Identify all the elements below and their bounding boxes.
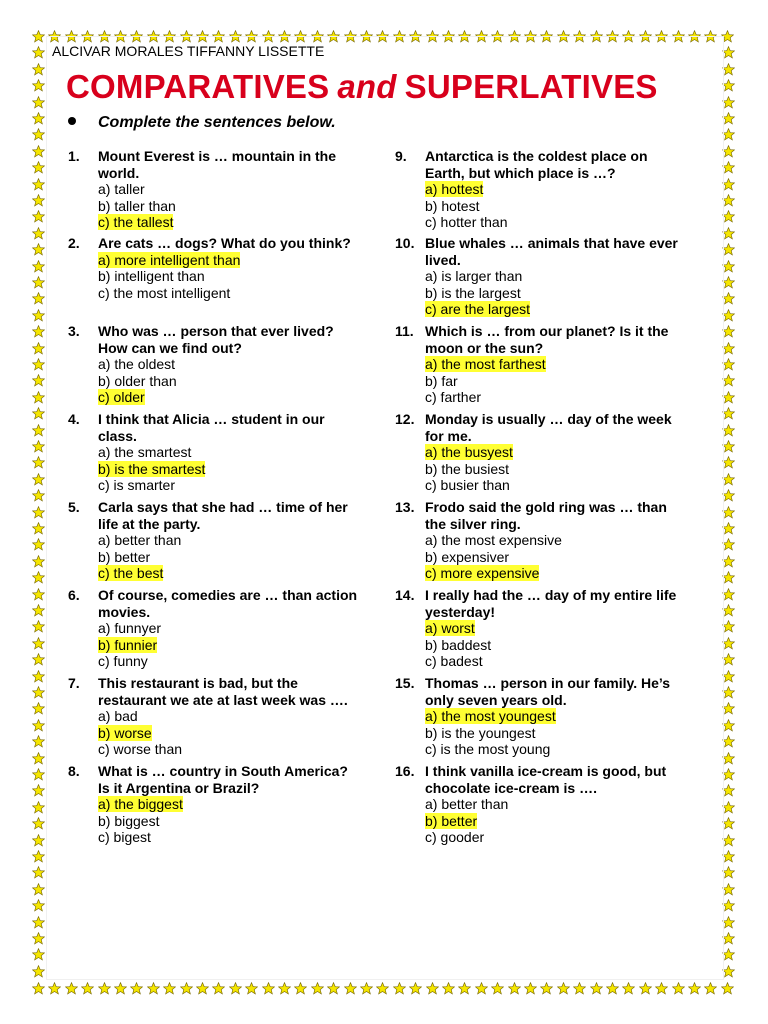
- star-icon: [688, 982, 701, 995]
- star-icon: [180, 982, 193, 995]
- question-number: 10.: [395, 235, 415, 251]
- answer-option: [425, 741, 685, 758]
- star-icon: [573, 982, 586, 995]
- star-icon: [32, 752, 45, 765]
- question-number: 5.: [68, 499, 80, 515]
- answer-option: [425, 444, 685, 461]
- star-icon: [212, 982, 225, 995]
- answer-option: [425, 637, 685, 654]
- question-stem: Monday is usually … day of the week for me.: [425, 411, 672, 444]
- question-number: 11.: [395, 323, 414, 339]
- star-icon: [32, 735, 45, 748]
- star-icon: [32, 948, 45, 961]
- star-icon: [409, 982, 422, 995]
- star-icon: [475, 982, 488, 995]
- question-item: [395, 411, 685, 494]
- star-icon: [262, 982, 275, 995]
- bullet-icon: [68, 117, 76, 125]
- answer-option: [98, 285, 358, 302]
- star-icon: [32, 63, 45, 76]
- answer-option: [425, 268, 685, 285]
- answer-option: [425, 389, 685, 406]
- answer-option: [425, 477, 685, 494]
- star-icon: [32, 325, 45, 338]
- question-stem: Mount Everest is … mountain in the world.: [98, 148, 337, 181]
- title-and: and: [337, 68, 397, 105]
- question-stem: I really had the … day of my entire life yesterday!: [425, 587, 677, 620]
- option-text: b) baddest: [425, 636, 492, 653]
- question-stem: Frodo said the gold ring was … than the silver ring.: [425, 499, 667, 532]
- star-icon: [32, 79, 45, 92]
- page-title: [66, 68, 658, 106]
- question-number: 14.: [395, 587, 415, 603]
- option-text: c) funny: [98, 653, 148, 669]
- answer-option: [425, 708, 685, 725]
- option-text: b) expensiver: [425, 548, 510, 565]
- star-icon: [32, 374, 45, 387]
- question-item: [395, 148, 685, 231]
- highlighted-answer: a) the most youngest: [425, 708, 556, 724]
- question-stem: Antarctica is the coldest place on Earth, but which place is …?: [425, 148, 648, 181]
- answer-option: [425, 796, 685, 813]
- answer-option: [98, 532, 358, 549]
- answer-option: [98, 356, 358, 373]
- question-stem: Carla says that she had … time of her life at the party.: [98, 499, 348, 532]
- star-icon: [32, 506, 45, 519]
- question-item: [68, 235, 358, 301]
- question-item: [395, 675, 685, 758]
- star-icon: [32, 982, 45, 995]
- star-icon: [32, 719, 45, 732]
- star-icon: [327, 982, 340, 995]
- star-icon: [32, 670, 45, 683]
- star-icon: [639, 982, 652, 995]
- question-stem: Which is … from our planet? Is it the moon or the sun?: [425, 323, 669, 356]
- star-icon: [32, 227, 45, 240]
- star-icon: [229, 982, 242, 995]
- option-text: b) intelligent than: [98, 268, 205, 284]
- star-icon: [32, 932, 45, 945]
- star-icon: [32, 801, 45, 814]
- option-text: c) gooder: [425, 829, 485, 845]
- answer-option: [425, 214, 685, 231]
- star-icon: [32, 588, 45, 601]
- star-icon: [147, 982, 160, 995]
- answer-option: [98, 620, 358, 637]
- star-icon: [557, 982, 570, 995]
- star-icon: [32, 128, 45, 141]
- instruction-text: Complete the sentences below.: [98, 114, 336, 131]
- option-text: a) the most expensive: [425, 532, 562, 548]
- star-icon: [32, 768, 45, 781]
- option-text: a) is larger than: [425, 268, 523, 284]
- question-item: [395, 235, 685, 318]
- option-text: a) the smartest: [98, 444, 192, 460]
- option-text: b) is the largest: [425, 284, 521, 301]
- star-icon: [360, 982, 373, 995]
- option-text: c) hotter than: [425, 214, 508, 230]
- star-icon: [32, 292, 45, 305]
- answer-option: [425, 181, 685, 198]
- option-text: c) worse than: [98, 741, 183, 757]
- star-icon: [294, 982, 307, 995]
- star-icon: [32, 489, 45, 502]
- highlighted-answer: a) worst: [425, 620, 475, 636]
- star-icon: [32, 391, 45, 404]
- question-item: [395, 499, 685, 582]
- option-text: c) is the most young: [425, 741, 551, 757]
- star-icon: [344, 982, 357, 995]
- star-icon: [32, 342, 45, 355]
- option-text: c) bigest: [98, 829, 151, 845]
- star-icon: [32, 112, 45, 125]
- star-icon: [32, 538, 45, 551]
- answer-option: [425, 725, 685, 742]
- star-icon: [32, 784, 45, 797]
- star-icon: [130, 982, 143, 995]
- answer-option: [98, 796, 358, 813]
- question-stem: I think vanilla ice-cream is good, but chocolate ice-cream is ….: [425, 763, 667, 796]
- instruction: [68, 114, 336, 132]
- question-stem: What is … country in South America? Is it Argentina or Brazil?: [98, 763, 348, 796]
- question-item: [395, 587, 685, 670]
- question-stem: Who was … person that ever lived? How can we find out?: [98, 323, 334, 356]
- question-number: 15.: [395, 675, 415, 691]
- question-number: 7.: [68, 675, 80, 691]
- question-stem: Thomas … person in our family. He’s only seven years old.: [425, 675, 671, 708]
- option-text: a) better than: [425, 796, 509, 812]
- answer-option: [98, 198, 358, 215]
- highlighted-answer: b) worse: [98, 724, 152, 741]
- star-icon: [524, 982, 537, 995]
- star-icon: [32, 883, 45, 896]
- question-number: 6.: [68, 587, 80, 603]
- star-icon: [32, 916, 45, 929]
- star-icon: [442, 982, 455, 995]
- option-text: c) badest: [425, 653, 483, 669]
- answer-option: [98, 252, 358, 269]
- answer-option: [425, 813, 685, 830]
- student-name: ALCIVAR MORALES TIFFANNY LISSETTE: [52, 43, 325, 59]
- question-number: 1.: [68, 148, 80, 164]
- question-item: [68, 148, 358, 231]
- star-icon: [32, 637, 45, 650]
- answer-option: [98, 565, 358, 582]
- answer-option: [425, 829, 685, 846]
- star-icon: [32, 309, 45, 322]
- question-item: [68, 763, 358, 846]
- star-icon: [32, 260, 45, 273]
- question-item: [395, 323, 685, 406]
- answer-option: [98, 373, 358, 390]
- star-icon: [311, 982, 324, 995]
- answer-option: [425, 565, 685, 582]
- answer-option: [425, 461, 685, 478]
- option-text: c) the most intelligent: [98, 284, 231, 301]
- highlighted-answer: c) the best: [98, 565, 164, 581]
- answer-option: [425, 373, 685, 390]
- star-icon: [672, 982, 685, 995]
- question-item: [68, 411, 358, 494]
- star-icon: [32, 686, 45, 699]
- star-icon: [32, 456, 45, 469]
- question-item: [68, 587, 358, 670]
- option-text: c) farther: [425, 389, 482, 405]
- star-icon: [32, 653, 45, 666]
- highlighted-answer: a) more intelligent than: [98, 251, 241, 268]
- answer-option: [98, 444, 358, 461]
- question-number: 13.: [395, 499, 415, 515]
- question-number: 8.: [68, 763, 80, 779]
- option-text: b) older than: [98, 372, 177, 389]
- question-stem: Are cats … dogs? What do you think?: [98, 235, 351, 251]
- answer-option: [425, 301, 685, 318]
- star-icon: [32, 276, 45, 289]
- highlighted-answer: a) the busyest: [425, 444, 513, 460]
- highlighted-answer: a) the biggest: [98, 796, 183, 812]
- star-icon: [32, 620, 45, 633]
- answer-option: [425, 620, 685, 637]
- answer-option: [425, 653, 685, 670]
- star-icon: [32, 604, 45, 617]
- answer-option: [98, 708, 358, 725]
- highlighted-answer: b) funnier: [98, 636, 158, 653]
- star-icon: [32, 834, 45, 847]
- highlighted-answer: b) better: [425, 812, 478, 829]
- star-icon: [163, 982, 176, 995]
- option-text: b) is the youngest: [425, 724, 536, 741]
- star-icon: [114, 982, 127, 995]
- star-icon: [32, 473, 45, 486]
- question-item: [68, 323, 358, 406]
- option-text: c) busier than: [425, 477, 510, 493]
- answer-option: [98, 181, 358, 198]
- option-text: b) biggest: [98, 812, 160, 829]
- star-icon: [32, 30, 45, 43]
- answer-option: [98, 461, 358, 478]
- star-icon: [32, 866, 45, 879]
- star-icon: [32, 440, 45, 453]
- answer-option: [98, 268, 358, 285]
- answer-option: [425, 356, 685, 373]
- highlighted-answer: a) hottest: [425, 181, 484, 197]
- star-icon: [721, 982, 734, 995]
- star-icon: [393, 982, 406, 995]
- star-icon: [540, 982, 553, 995]
- option-text: b) hotest: [425, 197, 480, 214]
- highlighted-answer: c) the tallest: [98, 214, 174, 230]
- star-icon: [426, 982, 439, 995]
- star-icon: [245, 982, 258, 995]
- star-icon: [278, 982, 291, 995]
- question-number: 4.: [68, 411, 80, 427]
- star-icon: [491, 982, 504, 995]
- answer-option: [98, 477, 358, 494]
- star-icon: [32, 96, 45, 109]
- answer-option: [425, 549, 685, 566]
- option-text: b) the busiest: [425, 460, 510, 477]
- question-item: [68, 499, 358, 582]
- highlighted-answer: a) the most farthest: [425, 356, 546, 372]
- star-icon: [196, 982, 209, 995]
- star-icon: [32, 850, 45, 863]
- highlighted-answer: c) older: [98, 389, 145, 405]
- question-stem: This restaurant is bad, but the restaurant we ate at last week was ….: [98, 675, 348, 708]
- star-icon: [65, 982, 78, 995]
- question-item: [395, 763, 685, 846]
- star-icon: [32, 571, 45, 584]
- star-icon: [32, 424, 45, 437]
- answer-option: [98, 741, 358, 758]
- option-text: b) far: [425, 372, 458, 389]
- question-number: 2.: [68, 235, 80, 251]
- question-stem: I think that Alicia … student in our class.: [98, 411, 325, 444]
- question-number: 16.: [395, 763, 415, 779]
- star-icon: [32, 965, 45, 978]
- star-icon: [98, 982, 111, 995]
- answer-option: [98, 653, 358, 670]
- answer-option: [425, 198, 685, 215]
- star-icon: [32, 243, 45, 256]
- answer-option: [425, 532, 685, 549]
- star-icon: [32, 210, 45, 223]
- answer-option: [425, 285, 685, 302]
- star-icon: [32, 161, 45, 174]
- answer-option: [98, 829, 358, 846]
- star-icon: [81, 982, 94, 995]
- option-text: a) bad: [98, 708, 138, 724]
- star-icon: [32, 817, 45, 830]
- star-icon: [32, 702, 45, 715]
- star-icon: [32, 555, 45, 568]
- star-icon: [508, 982, 521, 995]
- answer-option: [98, 725, 358, 742]
- title-part1: COMPARATIVES: [66, 68, 330, 105]
- star-icon: [655, 982, 668, 995]
- star-icon: [32, 46, 45, 59]
- question-number: 9.: [395, 148, 407, 164]
- star-icon: [32, 194, 45, 207]
- option-text: b) better: [98, 548, 151, 565]
- answer-option: [98, 813, 358, 830]
- star-icon: [32, 407, 45, 420]
- star-icon: [606, 982, 619, 995]
- option-text: a) funnyer: [98, 620, 162, 636]
- option-text: b) taller than: [98, 197, 176, 214]
- star-icon: [32, 145, 45, 158]
- star-icon: [32, 899, 45, 912]
- option-text: a) taller: [98, 181, 145, 197]
- star-icon: [48, 982, 61, 995]
- star-icon: [32, 358, 45, 371]
- answer-option: [98, 637, 358, 654]
- highlighted-answer: b) is the smartest: [98, 460, 206, 477]
- option-text: a) the oldest: [98, 356, 176, 372]
- question-stem: Of course, comedies are … than action movies.: [98, 587, 358, 620]
- star-icon: [458, 982, 471, 995]
- question-item: [68, 675, 358, 758]
- star-icon: [622, 982, 635, 995]
- answer-option: [98, 389, 358, 406]
- answer-option: [98, 214, 358, 231]
- answer-option: [98, 549, 358, 566]
- option-text: c) is smarter: [98, 477, 175, 493]
- star-icon: [32, 178, 45, 191]
- star-icon: [704, 982, 717, 995]
- highlighted-answer: c) more expensive: [425, 565, 540, 581]
- star-icon: [376, 982, 389, 995]
- question-number: 3.: [68, 323, 80, 339]
- title-part2: SUPERLATIVES: [404, 68, 658, 105]
- question-stem: Blue whales … animals that have ever lived.: [425, 235, 678, 268]
- star-icon: [32, 522, 45, 535]
- star-icon: [590, 982, 603, 995]
- option-text: a) better than: [98, 532, 182, 548]
- question-number: 12.: [395, 411, 415, 427]
- highlighted-answer: c) are the largest: [425, 301, 531, 317]
